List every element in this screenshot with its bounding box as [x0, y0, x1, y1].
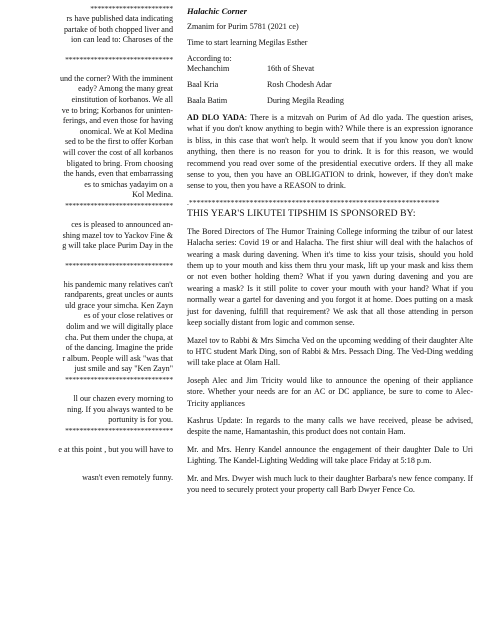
text-line: es of your close relatives or [83, 311, 173, 321]
schedule-row [187, 64, 473, 74]
sponsor-paragraph: Kashrus Update: In regards to the many calls we have received, please be advised, despite the name, Hamantashin, this product does not contain Ham. [187, 415, 473, 437]
text-line: eady? Among the many great [78, 84, 173, 94]
text-line: portunity is for you. [108, 415, 173, 425]
text-line: ion can lead to: Charoses of the [70, 35, 173, 45]
according-label: According to: [187, 54, 232, 63]
text-line: ferings, and even those for having [62, 116, 173, 126]
text-line: just smile and say "Ken Zayn" [74, 364, 173, 374]
text-line: und the corner? With the imminent [59, 73, 173, 83]
star-divider: ****************************** [65, 260, 173, 270]
text-line: wasn't even remotely funny. [82, 473, 173, 483]
star-divider: ****************************** [65, 375, 173, 385]
text-line: ll our chazen every morning to [73, 394, 173, 404]
section-header: Halachic Corner [187, 6, 247, 16]
text-line: es to smichas yadayim on a [84, 179, 173, 189]
schedule-who: Mechanchim [187, 64, 230, 73]
text-line: sed to be the first to offer Korban [65, 137, 173, 147]
schedule-who: Baala Batim [187, 96, 228, 105]
text-line: randparents, great uncles or aunts [64, 290, 173, 300]
text-line: dolim and we will digitally place [66, 322, 173, 332]
schedule-when: Rosh Chodesh Adar [267, 80, 332, 89]
text-line: his pandemic many relatives can't [63, 279, 173, 289]
star-divider: ****************************** [65, 54, 173, 64]
left-column-text [0, 0, 173, 484]
text-line: cha. Put them under the chupa, at [65, 332, 173, 342]
text-line: onomical. We at Kol Medina [79, 126, 173, 136]
text-line: ning. If you always wanted to be [67, 404, 173, 414]
left-block-3 [0, 220, 173, 252]
left-block-4 [0, 280, 173, 375]
sponsor-paragraph: Joseph Alec and Jim Tricity would like to announce the opening of their appliance store. Whether your needs are for an AC or DC appliance, be sure to come to Alec-Tricity appliances [187, 375, 473, 408]
text-line: bligated to bring. From choosing [66, 158, 173, 168]
schedule-who: Baal Kria [187, 80, 219, 89]
ad-dlo-yada-title: AD DLO YADA [187, 113, 245, 122]
text-line: r album. People will ask "was that [62, 353, 173, 363]
sponsor-paragraph: Mazel tov to Rabbi & Mrs Simcha Ved on the upcoming wedding of their daughter Alte to HTC student Mark Ding, son of Rabbi & Mrs. Pessach Ding. The Ved-Ding wedding will take place at Olam Hall. [187, 335, 473, 368]
text-line: Kol Medina. [132, 190, 173, 200]
sponsor-heading: THIS YEAR'S LIKUTEI TIPSHIM IS SPONSORED BY: [187, 207, 416, 219]
text-line: partake of both chopped liver and [63, 24, 173, 34]
star-divider: .****************************************************************** [187, 197, 440, 207]
text-line: ve to bring; Korbanos for uninten- [61, 105, 173, 115]
text-line: uld grace your simcha. Ken Zayn [65, 300, 173, 310]
text-line: ces is pleased to announced an- [71, 219, 173, 229]
left-block-2 [0, 74, 173, 201]
sponsor-paragraph: Mr. and Mrs. Henry Kandel announce the engagement of their daughter Dale to Uri Lighting. The Kandel-Lighting Wedding will take place Friday at 5:18 p.m. [187, 444, 473, 466]
text-line: will cover the cost of all korbanos [62, 147, 173, 157]
schedule-when: 16th of Shevat [267, 64, 315, 73]
sponsor-paragraph: The Bored Directors of The Humor Training College informing the tzibur of our latest Halacha series: Covid 19 or and Halacha. The first shiur will deal with the halachos of wearing a mask during davening. When it's time to kiss your tzisis, should you hold them up to your mouth and kiss them thru your mask, lift up your mask and kiss them or not even bother holding them? What if you yawn during davening and you are wearing a mask? Is it still polite to cover your mouth with your hand? What if you normally wear a gartel for davening and you forgot it at home. Does putting on a mask just for davening, fulfill that requirement? We ask that all those attending in person keep socially distant from logic and common sense. [187, 226, 473, 328]
left-block-5 [0, 394, 173, 426]
schedule-row [187, 96, 473, 106]
ad-dlo-yada-text: : There is a mitzvah on Purim of Ad dlo yada. The question arises, what if you don't know anything to begin with? While there is an expression ignorance is bliss, in this case that won't help. It would seem that if you know you don't know anything, then there is no reason for you to drink. It is for this reason, we would recommend you read over some of the presidential executive orders. If they all make sense to you, then you have an OBLIGATION to drink, however, if they don't make sense to you, then you have a REASON to drink. [187, 113, 473, 191]
text-line: the hands, even that embarrassing [63, 169, 173, 179]
zmanim-line: Zmanim for Purim 5781 (2021 ce) [187, 22, 299, 31]
right-column [187, 6, 473, 501]
schedule-row [187, 80, 473, 90]
text-line: of the dancing. Imagine the pride [65, 343, 173, 353]
time-line: Time to start learning Megilas Esther [187, 38, 308, 47]
star-divider: ****************************** [65, 200, 173, 210]
left-column [0, 0, 175, 621]
text-line: rs have published data indicating [66, 14, 173, 23]
text-line: e at this point , but you will have to [58, 444, 173, 454]
text-line: shing mazel tov to Yackov Fine & [62, 230, 173, 240]
schedule-when: During Megila Reading [267, 96, 344, 105]
sponsor-paragraph: Mr. and Mrs. Dwyer wish much luck to their daughter Barbara's new fence company. If you need to securely protect your property call Barb Dwyer Fence Co. [187, 473, 473, 494]
ad-dlo-yada-paragraph [187, 112, 473, 192]
star-divider: *********************** [90, 4, 173, 13]
star-divider: ****************************** [65, 425, 173, 435]
left-block-1 [0, 4, 173, 46]
text-line: g will take place Purim Day in the [62, 241, 173, 251]
text-line: einstitution of korbanos. We all [71, 94, 173, 104]
